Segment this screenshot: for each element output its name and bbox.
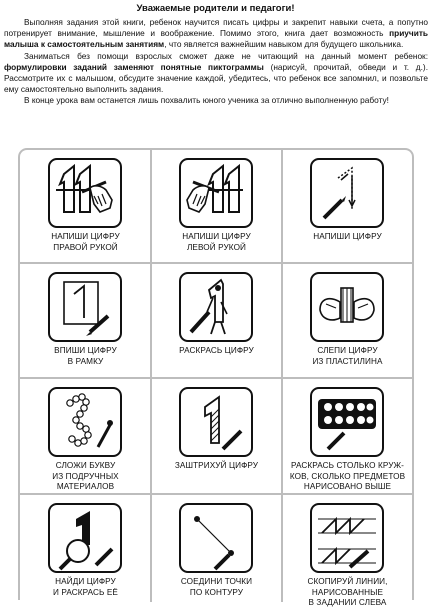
pictogram-copy-lines xyxy=(282,495,413,611)
intro-p2-text-b: (нарисуй, прочитай, обведи и т. д.). Рассмотрите их с малышом, обсудите значение каждой, убедитесь, что ребенок все запомнил, и позвольте ему самостоятельно выполнить задания. xyxy=(4,61,428,95)
connect-dots-icon xyxy=(179,503,253,573)
pictogram-label: ЗАШТРИХУЙ ЦИФРУ xyxy=(174,461,259,470)
digit-in-frame-icon xyxy=(48,272,122,342)
pictogram-color-digit xyxy=(151,264,282,380)
intro-paragraph-3: В конце урока вам останется лишь похвалить юного ученика за отлично выполненную работу! xyxy=(24,95,389,106)
intro-p2-text-a: Заниматься без помощи взрослых сможет даже не читающий на данный момент ребенок: xyxy=(24,50,428,61)
intro-paragraph-2 xyxy=(4,51,428,96)
copy-lines-icon xyxy=(310,503,384,573)
intro-p1-text-a: Выполняя задания этой книги, ребенок научится писать цифры и закрепит навыки счета, а попутно потренирует внимание, мышление и воображение. Помимо этого, книга дает возможность xyxy=(4,17,428,39)
plasticine-icon xyxy=(310,272,384,342)
pictogram-label: СКОПИРУЙ ЛИНИИ, НАРИСОВАННЫЕ В ЗАДАНИИ СЛЕВА xyxy=(307,577,388,607)
pictogram-count-circles xyxy=(282,379,413,495)
pictogram-board xyxy=(18,148,414,607)
hatch-digit-icon xyxy=(179,387,253,457)
pictogram-hatch-digit xyxy=(151,379,282,495)
intro-p1-text-b: , что является важнейшим навыком для будущего школьника. xyxy=(164,39,404,50)
pictogram-label: РАСКРАСЬ СТОЛЬКО КРУЖ- КОВ, СКОЛЬКО ПРЕДМЕТОВ НАРИСОВАНО ВЫШЕ xyxy=(289,461,406,491)
pictogram-beads-digit xyxy=(20,379,151,495)
intro-text xyxy=(4,17,428,107)
color-digit-icon xyxy=(179,272,253,342)
count-circles-icon xyxy=(310,387,384,457)
pictogram-label: НАПИШИ ЦИФРУ ЛЕВОЙ РУКОЙ xyxy=(182,232,251,252)
pictogram-label: СЛЕПИ ЦИФРУ ИЗ ПЛАСТИЛИНА xyxy=(312,346,383,366)
write-digit-icon xyxy=(310,158,384,228)
pictogram-connect-dots xyxy=(151,495,282,611)
beads-digit-icon xyxy=(48,387,122,457)
page-title: Уважаемые родители и педагоги! xyxy=(136,3,295,14)
write-left-hand-icon xyxy=(179,158,253,228)
write-right-hand-icon xyxy=(48,158,122,228)
pictogram-label: РАСКРАСЬ ЦИФРУ xyxy=(179,346,254,355)
pictogram-plasticine xyxy=(282,264,413,380)
find-digit-icon xyxy=(48,503,122,573)
pictogram-write-digit xyxy=(282,150,413,266)
pictogram-digit-in-frame xyxy=(20,264,151,380)
pictogram-label: НАЙДИ ЦИФРУ И РАСКРАСЬ ЕЁ xyxy=(52,577,118,597)
pictogram-label: ВПИШИ ЦИФРУ В РАМКУ xyxy=(54,346,117,366)
intro-p1-bold: приучить малыша к самостоятельным занятиям xyxy=(4,28,428,50)
intro-p2-bold: формулировки заданий заменяют понятные пиктограммы xyxy=(4,61,264,72)
intro-paragraph-1 xyxy=(4,17,428,51)
pictogram-find-digit xyxy=(20,495,151,611)
pictogram-label: СЛОЖИ БУКВУ ИЗ ПОДРУЧНЫХ МАТЕРИАЛОВ xyxy=(52,461,119,491)
pictogram-write-right-hand xyxy=(20,150,151,266)
pictogram-write-left-hand xyxy=(151,150,282,266)
pictogram-label: НАПИШИ ЦИФРУ ПРАВОЙ РУКОЙ xyxy=(51,232,120,252)
pictogram-label: НАПИШИ ЦИФРУ xyxy=(313,232,382,241)
pictogram-label: СОЕДИНИ ТОЧКИ ПО КОНТУРУ xyxy=(180,577,253,597)
